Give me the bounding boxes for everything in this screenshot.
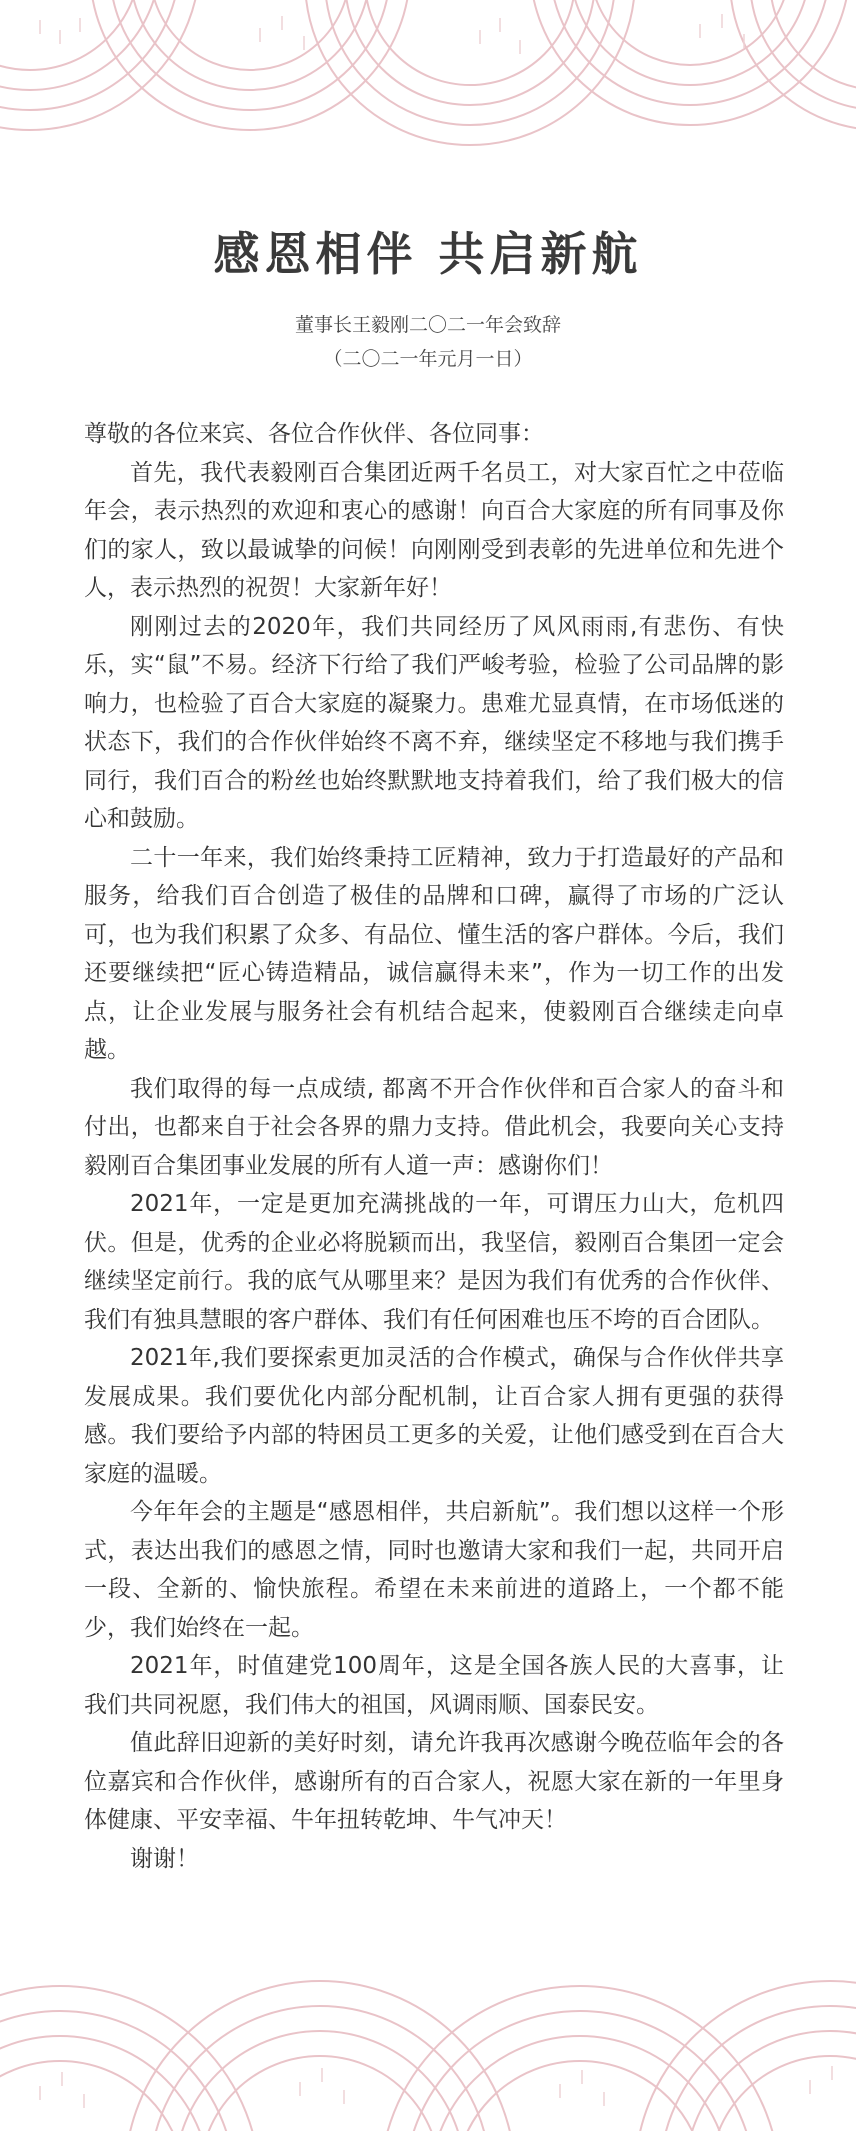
- paragraph: 刚刚过去的2020年，我们共同经历了风风雨雨,有悲伤、有快乐，实“鼠”不易。经济下行给了我们严峻考验，检验了公司品牌的影响力，也检验了百合大家庭的凝聚力。患难尤显真情，在市场低迷的状态下，我们的合作伙伴始终不离不弃，继续坚定不移地与我们携手同行，我们百合的粉丝也始终默默地支持着我们，给了我们极大的信心和鼓励。: [84, 613, 784, 832]
- speech-body: [84, 415, 784, 1878]
- paragraph: 值此辞旧迎新的美好时刻，请允许我再次感谢今晚莅临年会的各位嘉宾和合作伙伴，感谢所有的百合家人，祝愿大家在新的一年里身体健康、平安幸福、牛年扭转乾坤、牛气冲天！: [84, 1730, 784, 1833]
- closing-thanks: 谢谢！: [130, 1845, 199, 1872]
- paragraph: 2021年，时值建党100周年，这是全国各族人民的大喜事，让我们共同祝愿，我们伟大的祖国，风调雨顺、国泰民安。: [84, 1653, 784, 1718]
- top-wave-decoration: [0, 0, 856, 190]
- paragraph: 2021年，一定是更加充满挑战的一年，可谓压力山大，危机四伏。但是，优秀的企业必将脱颖而出，我坚信，毅刚百合集团一定会继续坚定前行。我的底气从哪里来？是因为我们有优秀的合作伙伴、我们有独具慧眼的客户群体、我们有任何困难也压不垮的百合团队。: [84, 1191, 784, 1333]
- salutation: 尊敬的各位来宾、各位合作伙伴、各位同事：: [84, 421, 544, 447]
- paragraph: 今年年会的主题是“感恩相伴，共启新航”。我们想以这样一个形式，表达出我们的感恩之情，同时也邀请大家和我们一起，共同开启一段、全新的、愉快旅程。希望在未来前进的道路上，一个都不能少，我们始终在一起。: [84, 1499, 784, 1641]
- bottom-wave-decoration: [0, 1886, 856, 2131]
- speech-date: （二〇二一年元月一日）: [323, 348, 533, 370]
- page-title: 感恩相伴 共启新航: [213, 227, 643, 281]
- paragraph: 二十一年来，我们始终秉持工匠精神，致力于打造最好的产品和服务，给我们百合创造了极佳的品牌和口碑，赢得了市场的广泛认可，也为我们积累了众多、有品位、懂生活的客户群体。今后，我们还要继续把“匠心铸造精品，诚信赢得未来”，作为一切工作的出发点，让企业发展与服务社会有机结合起来，使毅刚百合继续走向卓越。: [84, 844, 784, 1063]
- paragraph: 首先，我代表毅刚百合集团近两千名员工，对大家百忙之中莅临年会，表示热烈的欢迎和衷心的感谢！向百合大家庭的所有同事及你们的家人，致以最诚挚的问候！向刚刚受到表彰的先进单位和先进个人，表示热烈的祝贺！大家新年好！: [84, 459, 784, 601]
- paragraph: 我们取得的每一点成绩, 都离不开合作伙伴和百合家人的奋斗和付出，也都来自于社会各界的鼎力支持。借此机会，我要向关心支持毅刚百合集团事业发展的所有人道一声：感谢你们！: [84, 1075, 784, 1179]
- paragraph: 2021年,我们要探索更加灵活的合作模式，确保与合作伙伴共享发展成果。我们要优化内部分配机制，让百合家人拥有更强的获得感。我们要给予内部的特困员工更多的关爱，让他们感受到在百合大家庭的温暖。: [84, 1345, 784, 1487]
- speech-subtitle: 董事长王毅刚二〇二一年会致辞: [294, 314, 561, 336]
